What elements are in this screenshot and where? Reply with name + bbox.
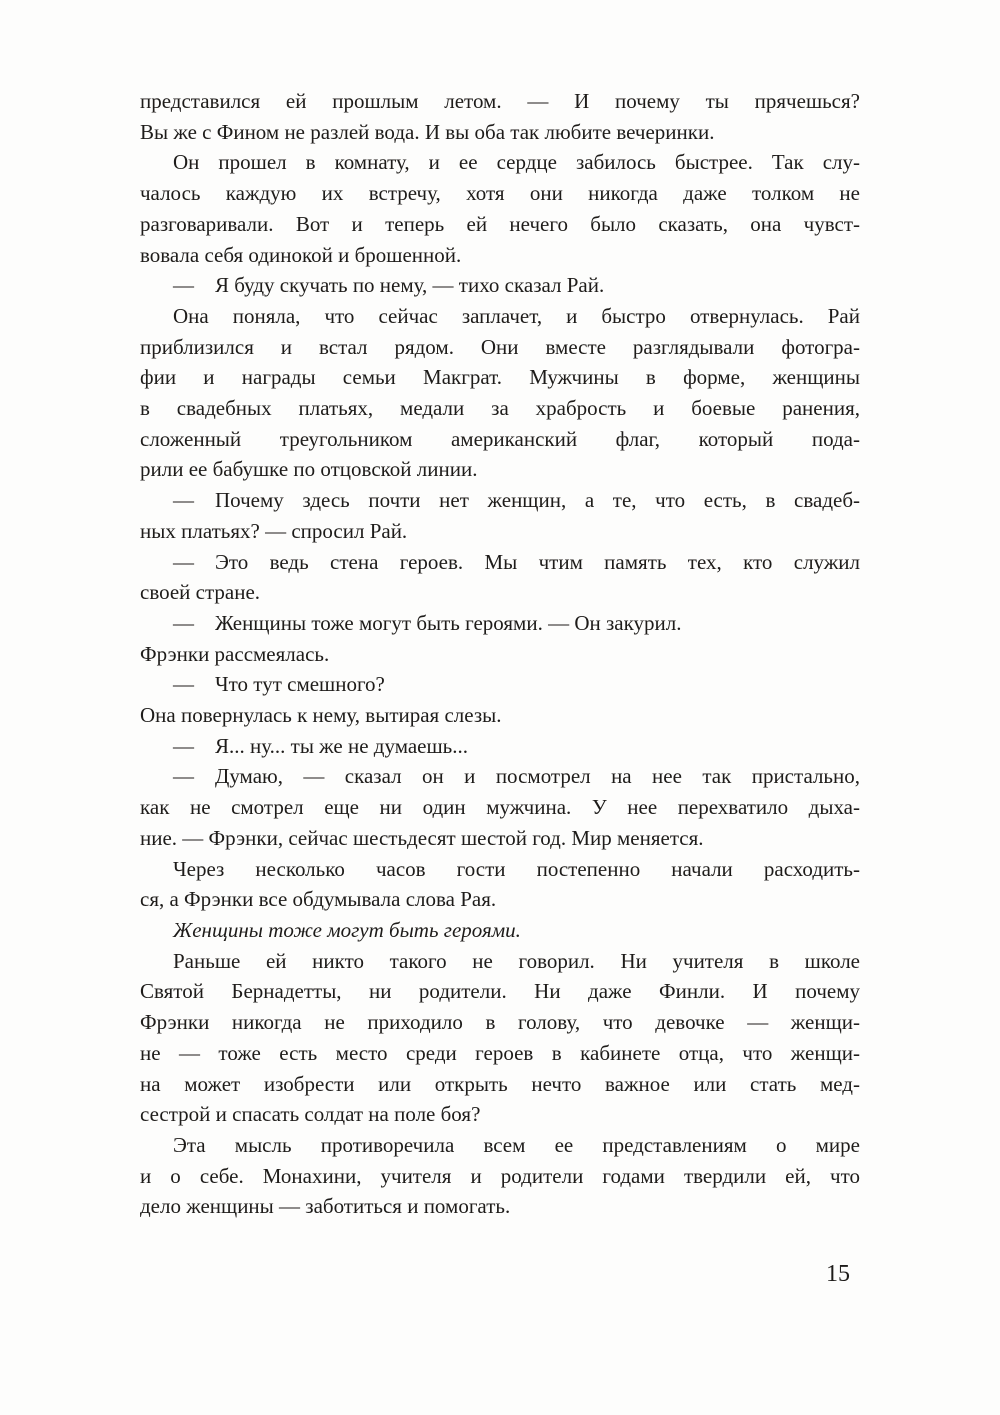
text-line: Вы же с Фином не разлей вода. И вы оба так любите вечеринки. [140,119,715,144]
text-line: Она поняла, что сейчас заплачет, и быстро отвернулась. Рай [173,303,860,328]
text-line: — Думаю, — сказал он и посмотрел на нее так пристально, [173,764,860,789]
paragraph [140,639,860,670]
text-line: вовала себя одинокой и брошенной. [140,242,462,267]
paragraph [140,731,860,762]
text-line: Фрэнки рассмеялась. [140,641,330,666]
text-line: разговаривали. Вот и теперь ей нечего было сказать, она чувст- [140,211,860,236]
paragraph [140,547,860,608]
paragraph [140,700,860,731]
text-line: не — тоже есть место среди героев в кабинете отца, что женщи- [140,1040,860,1065]
text-line: как не смотрел еще ни один мужчина. У нее перехватило дыха- [140,795,860,820]
text-line: приблизился и встал рядом. Они вместе разглядывали фотогра- [140,334,860,359]
text-line: на может изобрести или открыть нечто важное или стать мед- [140,1071,860,1096]
text-line: ся, а Фрэнки все обдумывала слова Рая. [140,887,497,912]
paragraph [140,946,860,1130]
paragraph [140,270,860,301]
text-line: — Женщины тоже могут быть героями. — Он закурил. [173,610,682,635]
text-block [140,86,860,1222]
text-line: — Я... ну... ты же не думаешь... [173,733,468,758]
text-line: — Это ведь стена героев. Мы чтим память тех, кто служил [173,549,860,574]
text-line: дело женщины — заботиться и помогать. [140,1194,511,1219]
paragraph [140,1130,860,1222]
paragraph [140,854,860,915]
paragraph [140,485,860,546]
text-line: и о себе. Монахини, учителя и родители годами твердили ей, что [140,1163,860,1188]
text-line: ние. — Фрэнки, сейчас шестьдесят шестой год. Мир меняется. [140,825,704,850]
text-line: сложенный треугольником американский флаг, который пода- [140,426,860,451]
text-line: Раньше ей никто такого не говорил. Ни учителя в школе [173,948,860,973]
text-line: чалось каждую их встречу, хотя они никогда даже толком не [140,181,860,206]
text-line: фии и награды семьи Макграт. Мужчины в форме, женщины [140,365,860,390]
text-line: Он прошел в комнату, и ее сердце забилось быстрее. Так слу- [173,150,860,175]
text-line: представился ей прошлым летом. — И почему ты прячешься? [140,89,860,113]
text-line: своей стране. [140,580,261,605]
text-line: Через несколько часов гости постепенно начали расходить- [173,856,860,881]
paragraph-italic [140,915,860,946]
paragraph [140,301,860,485]
text-line: — Я буду скучать по нему, — тихо сказал Рай. [173,273,605,298]
paragraph [140,761,860,853]
text-line: Женщины тоже могут быть героями. [173,917,521,942]
text-line: ных платьях? — спросил Рай. [140,518,408,543]
paragraph [140,669,860,700]
text-line: Она повернулась к нему, вытирая слезы. [140,703,502,728]
text-line: — Почему здесь почти нет женщин, а те, что есть, в свадеб- [173,488,860,513]
text-line: Эта мысль противоречила всем ее представлениям о мире [173,1132,860,1157]
text-line: сестрой и спасать солдат на поле боя? [140,1102,481,1127]
text-line: в свадебных платьях, медали за храбрость и боевые ранения, [140,396,860,421]
text-line: — Что тут смешного? [173,672,385,697]
text-line: Фрэнки никогда не приходило в голову, что девочке — женщи- [140,1010,860,1035]
text-line: рили ее бабушке по отцовской линии. [140,457,478,482]
text-line: Святой Бернадетты, ни родители. Ни даже Финли. И почему [140,979,860,1004]
page-number: 15 [826,1261,850,1287]
paragraph [140,608,860,639]
paragraph [140,86,860,147]
paragraph [140,147,860,270]
